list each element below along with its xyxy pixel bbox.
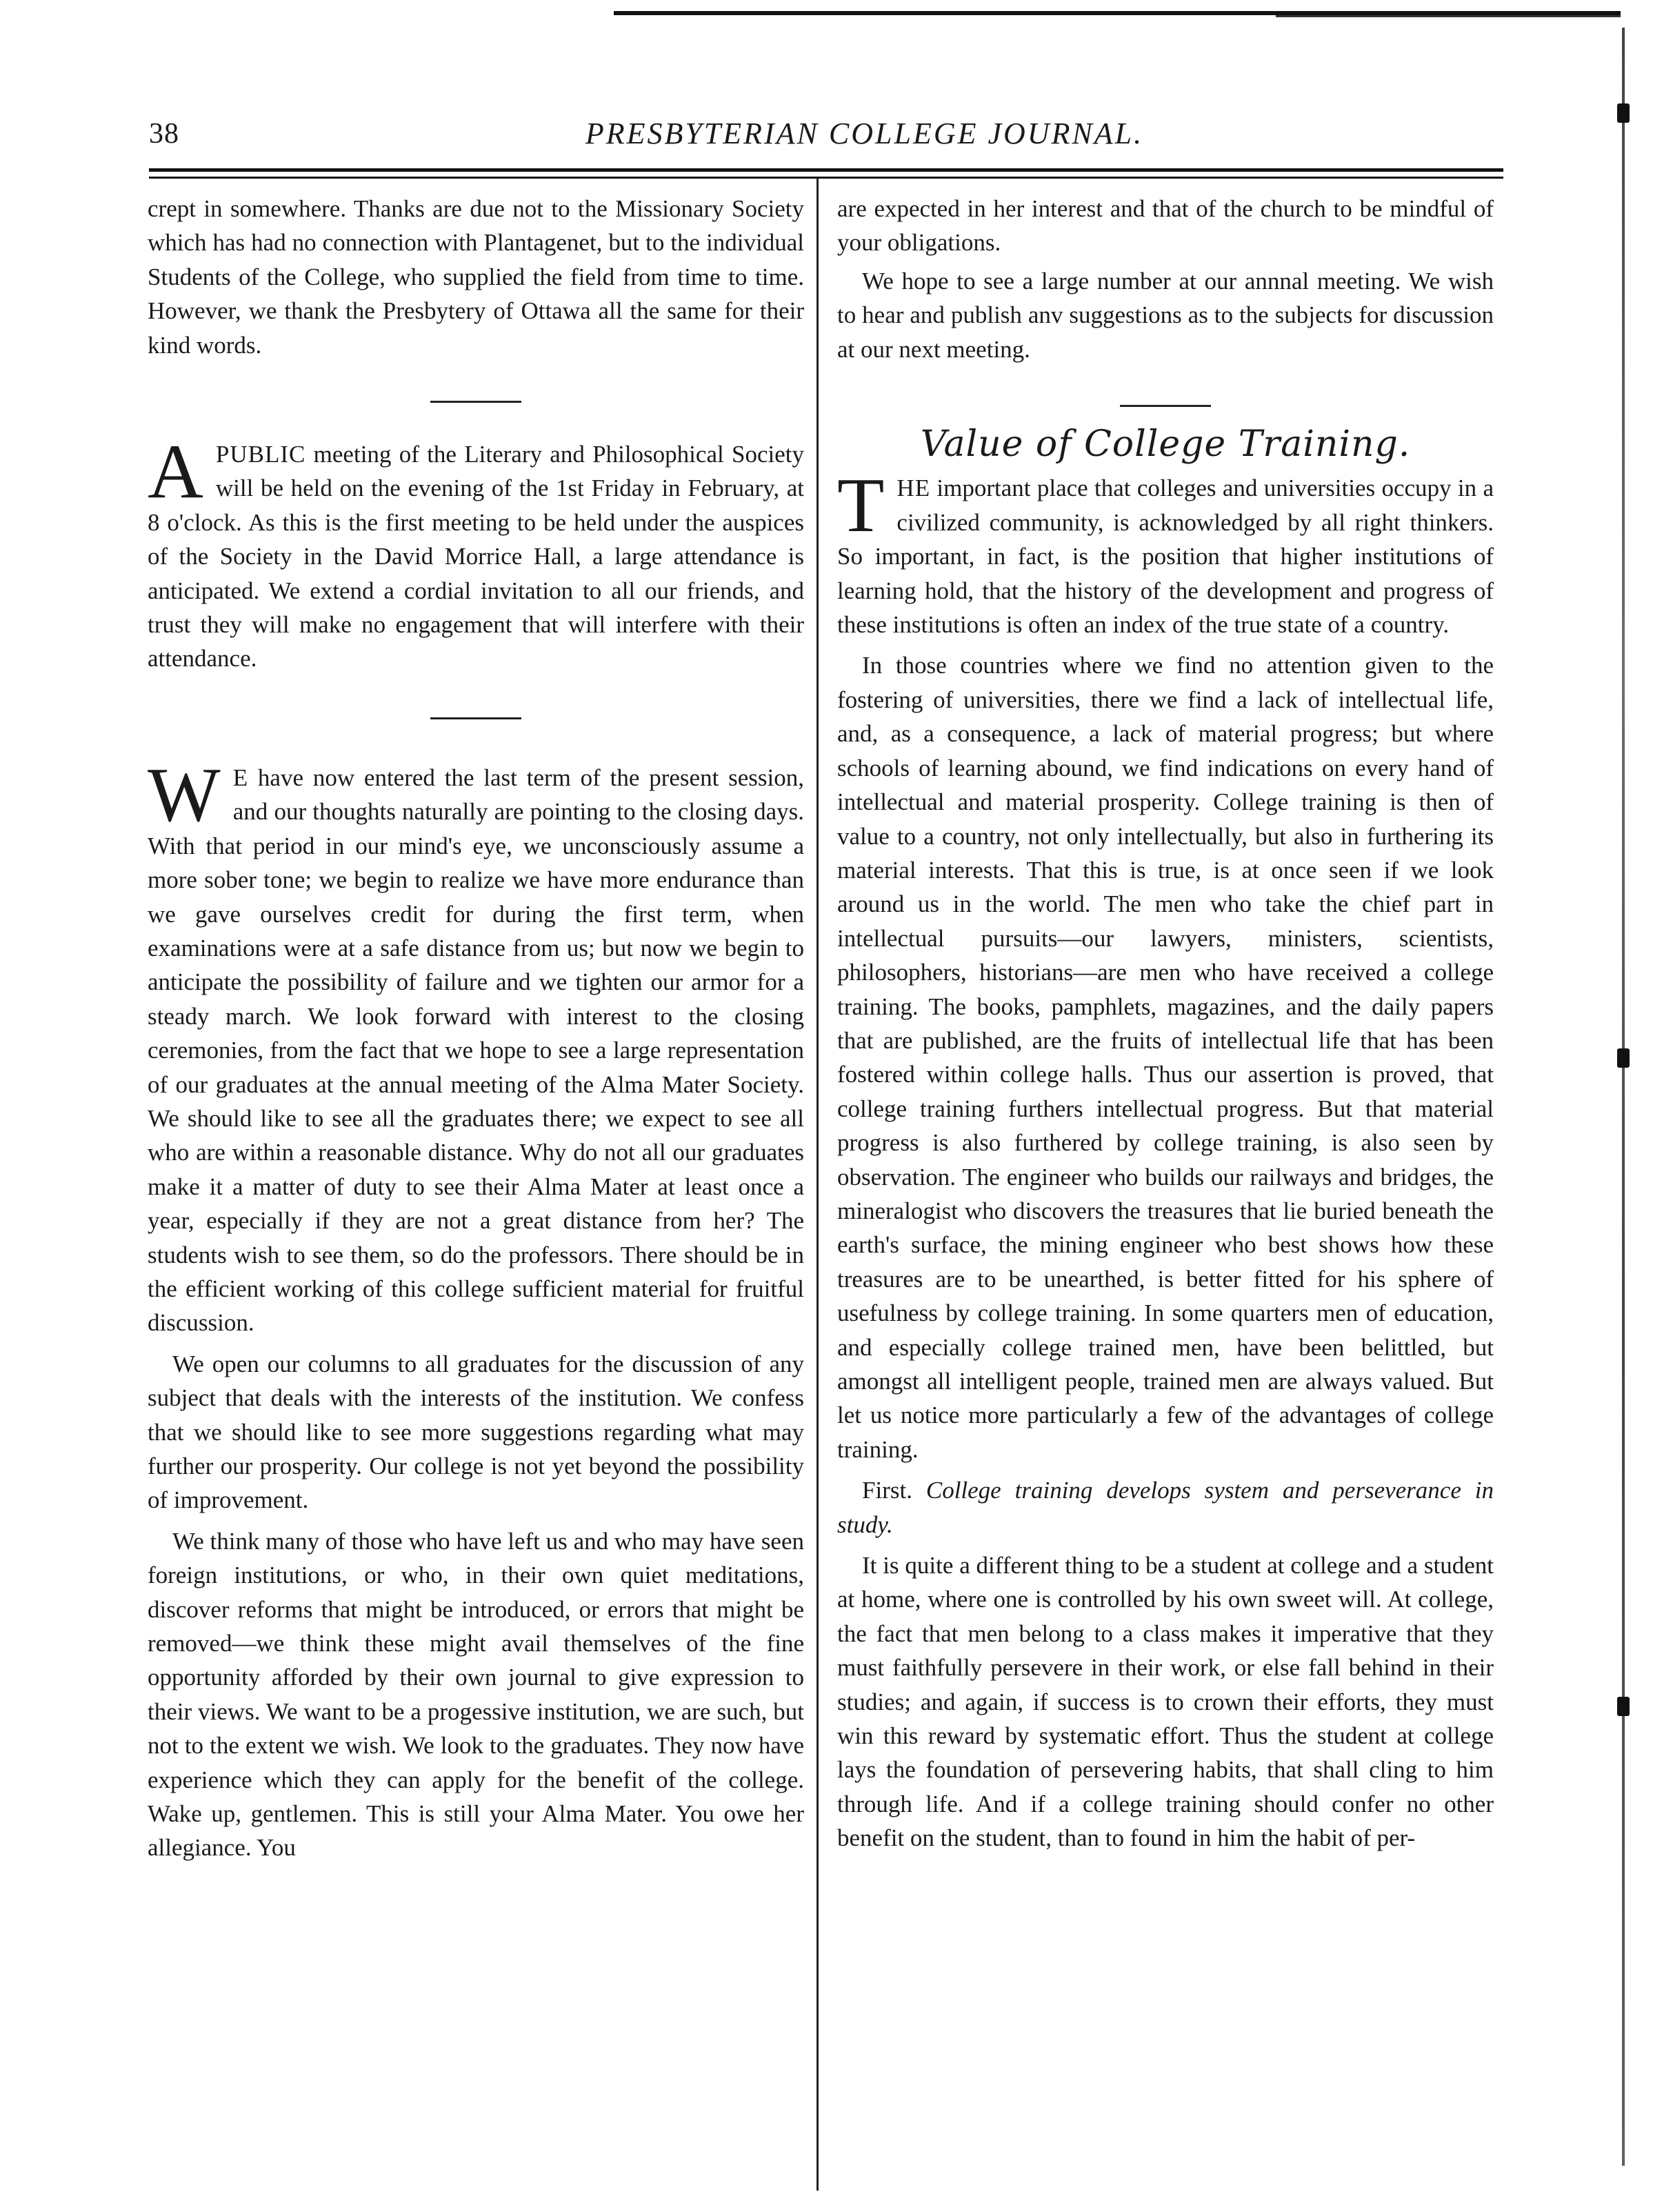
page-number: 38 — [149, 118, 179, 150]
edge-mark — [1617, 1048, 1630, 1068]
drop-cap: A — [148, 429, 203, 515]
paragraph: We hope to see a large number at our annnal meeting. We wish to hear and publish anv suggestions as to the subjects for discussion at our next meeting. — [837, 267, 1494, 363]
paragraph: In those countries where we find no attention given to the fostering of universities, there we find a lack of intellectual life, and, as a consequence, a lack of material progress; but where schools of learning abound, we find indications on every hand of intellectual and material prosperity. College training is then of value to a country, not only intellectually, but also in furthering its material interests. That this is true, is at once seen if we look around us in the world. The men who take the chief part in intellectual pursuits—our lawyers, ministers, scientists, philosophers, historians—are men who have received a college training. The books, pamphlets, magazines, and the daily papers that are published, are the fruits of intellectual life that has been fostered within college halls. Thus our assertion is proved, that college training furthers intellectual progress. But that material progress is also furthered by college training, is also seen by observation. The engineer who builds our railways and bridges, the mineralogist who discovers the treasures that lie buried beneath the earth's surface, the mining engineer who best shows how these treasures are to be unearthed, is better fitted for his sphere of usefulness by college training. In some quarters men of education, and especially college trained men, have been belittled, but amongst all intelligent people, trained men are always valued. But let us notice more particularly a few of the advantages of college training. — [837, 652, 1494, 1463]
top-border-rule-secondary — [1276, 15, 1621, 17]
running-title: PRESBYTERIAN COLLEGE JOURNAL. — [585, 117, 1144, 150]
lead-word: HE — [896, 475, 931, 502]
paragraph-text: have now entered the last term of the present session, and our thoughts naturally are pointing to the closing days. With that period in our mind's eye, we unconsciously assume a more sober tone; we begin to realize we have more endurance than we gave ourselves credit for during the first term, when examinations were at a safe distance from us; but now we begin to anticipate the possibility of failure and we tighten our armor for a steady march. We look forward with interest to the closing ceremonies, from the fact that we hope to see a large representation of our graduates at the annual meeting of the Alma Mater Society. We should like to see all the graduates there; we expect to see all who are within a reasonable distance. Why do not all our graduates make it a matter of duty to see their Alma Mater at least once a year, especially if they are not a great distance from her? The students wish to see them, so do the professors. There should be in the efficient working of this college sufficient material for fruitful discussion. — [148, 764, 804, 1337]
lead-word: PUBLIC — [215, 441, 306, 468]
drop-cap: T — [837, 463, 885, 549]
header-rule-thin — [149, 177, 1503, 179]
paragraph: We think many of those who have left us and who may have seen foreign institutions, or who, in their own quiet meditations, discover reforms that might be introduced, or errors that might be removed—we think these might avail themselves of the fine opportunity afforded by their own journal to give expression to their views. We want to be a progessive institution, we are such, but not to the extent we wish. We look to the graduates. They now have experience which they can apply for the benefit of the college. Wake up, gentlemen. This is still your Alma Mater. You owe her allegiance. You — [148, 1527, 804, 1862]
section-separator — [430, 717, 521, 719]
section-separator — [430, 401, 521, 403]
section-separator — [1120, 405, 1211, 407]
paragraph: It is quite a different thing to be a student at college and a student at home, where one is controlled by his own sweet will. At college, the fact that men belong to a class makes it imperative that they must faithfully persevere in their work, or else fall behind in their studies; and again, if success is to crown their efforts, they must win this reward by systematic effort. Thus the student at college lays the foundation of persevering habits, that shall cling to him through life. And if a college training should confer no other benefit on the student, than to found in him the habit of per- — [837, 1552, 1494, 1852]
left-column — [148, 192, 804, 1865]
point-label: First. — [862, 1477, 912, 1504]
paragraph-last-term — [148, 752, 804, 1340]
paragraph-first-point — [837, 1473, 1494, 1542]
paragraph-public-meeting — [148, 429, 804, 676]
right-column — [837, 192, 1494, 1855]
lead-word: E — [232, 764, 249, 791]
column-divider — [817, 178, 819, 2191]
paragraph: We open our columns to all graduates for the discussion of any subject that deals with the interests of the institution. We confess that we should like to see more suggestions regarding what may further our prosperity. Our college is not yet beyond the possibility of improvement. — [148, 1350, 804, 1514]
paragraph-text: meeting of the Literary and Philosophical Society will be held on the evening of the 1st Friday in February, at 8 o'clock. As this is the first meeting to be held under the auspices of the Society in the David Morrice Hall, a large attendance is anticipated. We extend a cordial invitation to all our friends, and trust they will make no engagement that will interfere with their attendance. — [148, 441, 804, 672]
paragraph-text: important place that colleges and universities occupy in a civilized community, is acknowledged by all right thinkers. So important, in fact, is the position that higher institutions of learning hold, that the history of the development and progress of these institutions is often an index of the true state of a country. — [837, 475, 1494, 639]
paragraph: are expected in her interest and that of the church to be mindful of your obligations. — [837, 195, 1494, 257]
article-title: Value of College Training. — [920, 424, 1411, 466]
edge-mark — [1617, 1697, 1630, 1716]
page-edge-shadow — [1622, 28, 1625, 2166]
paragraph: crept in somewhere. Thanks are due not to the Missionary Society which has had no connection with Plantagenet, but to the individual Students of the College, who supplied the field from time to time. However, we thank the Presbytery of Ottawa all the same for their kind words. — [148, 195, 804, 359]
drop-cap: W — [148, 752, 221, 838]
header-rule — [149, 168, 1503, 172]
point-heading: College training develops system and perseverance in study. — [837, 1477, 1494, 1538]
paragraph-intro — [837, 463, 1494, 641]
